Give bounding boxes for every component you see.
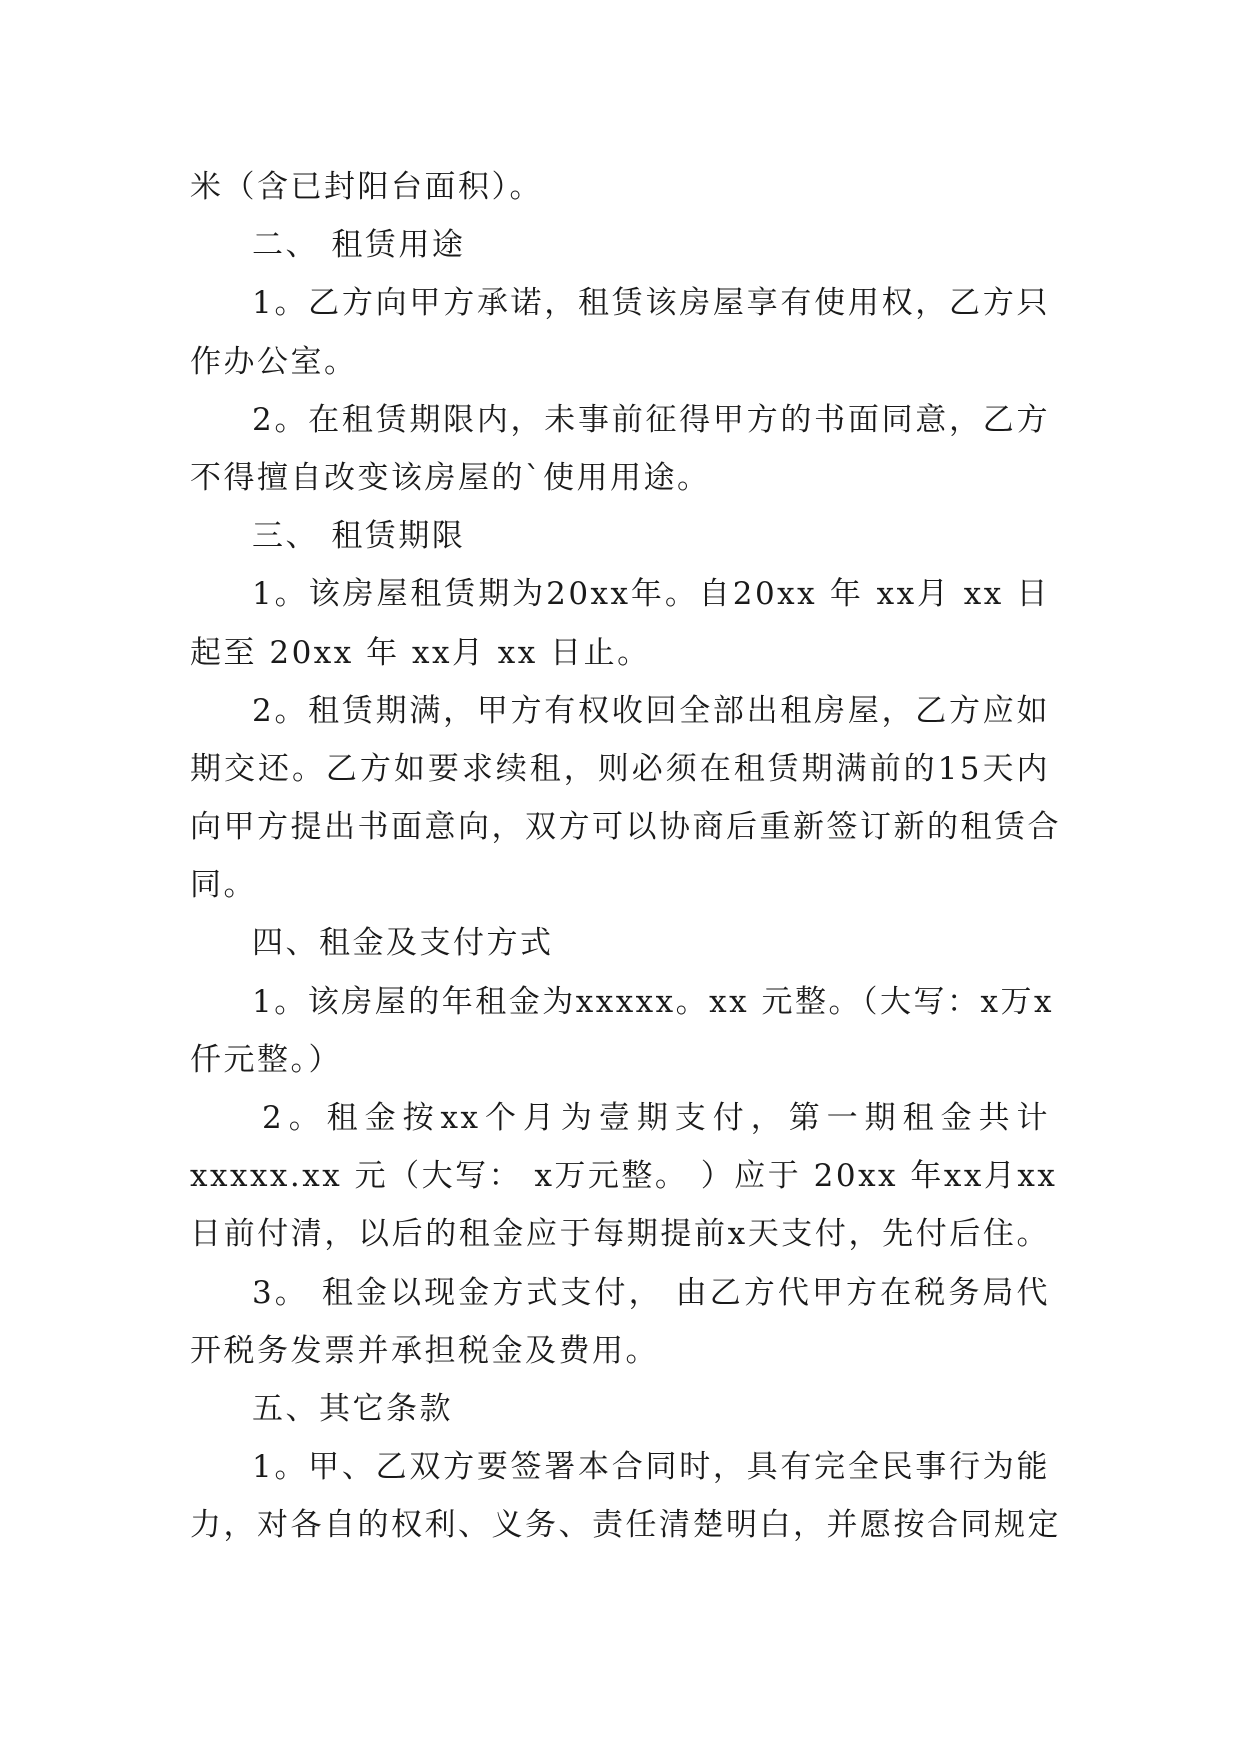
text-line: 2。租赁期满，甲方有权收回全部出租房屋，乙方应如 — [252, 692, 1050, 729]
text-line: 同。 — [190, 867, 257, 904]
text-line: 2。在租赁期限内，未事前征得甲方的书面同意，乙方 — [252, 401, 1050, 438]
text-line: 3。 租金以现金方式支付， 由乙方代甲方在税务局代 — [252, 1274, 1050, 1311]
text-line: 向甲方提出书面意向，双方可以协商后重新签订新的租赁合 — [190, 809, 1061, 846]
document-body — [190, 158, 1061, 1555]
section-heading: 五、其它条款 — [252, 1390, 453, 1427]
text-line: 1。乙方向甲方承诺，租赁该房屋享有使用权，乙方只 — [252, 285, 1050, 322]
text-line: 2。租金按xx个月为壹期支付，第一期租金共计 — [262, 1100, 1050, 1136]
section-heading: 四、租金及支付方式 — [252, 925, 554, 962]
text-line: 开税务发票并承担税金及费用。 — [190, 1332, 659, 1369]
text-line: 1。该房屋的年租金为xxxxx。xx 元整。（大写：x万x — [252, 983, 1054, 1020]
text-line: 米（含已封阳台面积）。 — [190, 169, 543, 205]
text-line: 期交还。乙方如要求续租，则必须在租赁期满前的15天内 — [190, 750, 1050, 787]
text-line: 力，对各自的权利、义务、责任清楚明白，并愿按合同规定 — [190, 1507, 1061, 1544]
text-line: 不得擅自改变该房屋的`使用用途。 — [190, 459, 711, 496]
section-heading: 三、 租赁期限 — [252, 518, 466, 555]
text-line: 1。甲、乙双方要签署本合同时，具有完全民事行为能 — [252, 1449, 1050, 1486]
text-line: 仟元整。） — [190, 1041, 342, 1078]
text-line: xxxxx.xx 元（大写： x万元整。 ）应于 20xx 年xx月xx — [190, 1158, 1058, 1195]
section-heading: 二、 租赁用途 — [252, 227, 466, 264]
text-line: 1。该房屋租赁期为20xx年。自20xx 年 xx月 xx 日 — [252, 576, 1050, 613]
text-line: 起至 20xx 年 xx月 xx 日止。 — [190, 634, 651, 671]
text-line: 日前付清，以后的租金应于每期提前x天支付，先付后住。 — [190, 1216, 1050, 1253]
text-line: 作办公室。 — [190, 343, 358, 380]
